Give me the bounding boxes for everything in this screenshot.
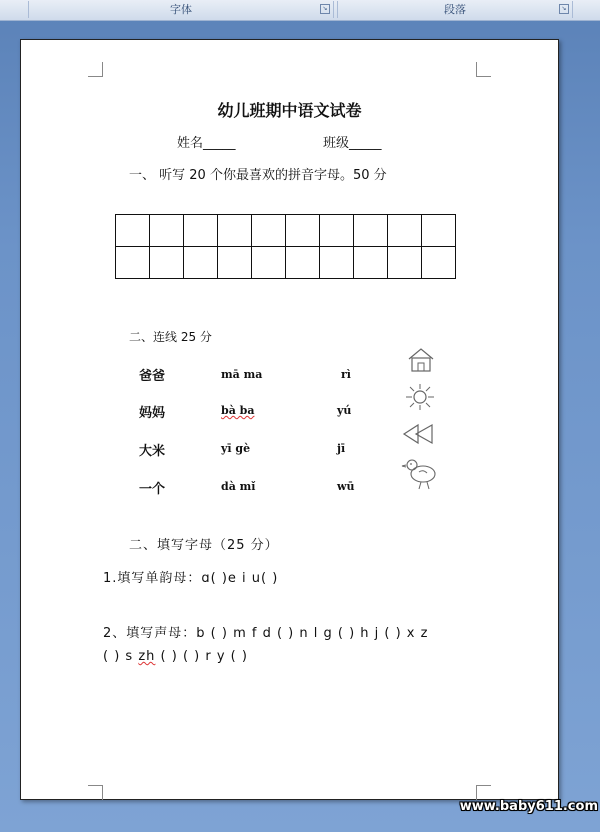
grid-cell <box>184 215 218 247</box>
pinyin-word: yī gè <box>221 442 251 455</box>
site-watermark: www.baby611.com <box>459 799 598 814</box>
grid-cell <box>422 215 456 247</box>
grid-cell <box>388 215 422 247</box>
grid-cell <box>184 247 218 279</box>
pinyin-word: bà ba <box>221 404 255 417</box>
hanzi-word: 爸爸 <box>139 369 166 384</box>
sun-icon <box>403 382 437 412</box>
section-dictation-heading: 一、 听写 20 个你最喜欢的拼音字母。50 分 <box>129 168 387 183</box>
question-initials-line2-a: ( ) s <box>103 649 139 664</box>
class-field: 班级_____ <box>323 136 382 151</box>
section-matching-heading: 二、连线 25 分 <box>129 330 212 344</box>
document-page[interactable] <box>20 39 559 800</box>
question-vowels: 1.填写单韵母：ɑ( )e i u( ) <box>103 571 279 586</box>
name-field: 姓名_____ <box>177 136 236 151</box>
ribbon-group-paragraph-label: 段落 <box>444 3 466 16</box>
grid-cell <box>150 215 184 247</box>
grid-cell <box>286 215 320 247</box>
grid-cell <box>422 247 456 279</box>
question-initials-zh: zh <box>138 649 156 664</box>
grid-cell <box>320 247 354 279</box>
pinyin-syllable: wū <box>337 480 355 493</box>
question-initials-line2 <box>103 649 248 664</box>
hanzi-word: 大米 <box>139 444 166 459</box>
dictation-grid <box>115 214 456 279</box>
hanzi-word: 妈妈 <box>139 406 166 421</box>
house-icon <box>406 346 436 374</box>
document-title: 幼儿班期中语文试卷 <box>217 101 362 120</box>
grid-cell <box>320 215 354 247</box>
grid-cell <box>150 247 184 279</box>
question-initials-line1: 2、填写声母：b ( ) m f d ( ) n l g ( ) h j ( ) x z <box>103 626 429 641</box>
chick-icon <box>401 456 441 492</box>
question-initials-line2-b: ( ) ( ) r y ( ) <box>155 649 248 664</box>
section-fill-heading: 二、填写字母（25 分） <box>129 538 279 553</box>
pinyin-syllable: rì <box>341 368 351 381</box>
pinyin-word: dà mǐ <box>221 480 256 493</box>
margin-corner-mark <box>88 785 103 800</box>
hanzi-word: 一个 <box>139 482 166 497</box>
grid-cell <box>218 215 252 247</box>
dialog-launcher-icon[interactable]: ↘ <box>320 4 330 14</box>
grid-cell <box>252 247 286 279</box>
grid-cell <box>388 247 422 279</box>
pinyin-syllable: jī <box>337 442 346 455</box>
grid-cell <box>252 215 286 247</box>
grid-cell <box>218 247 252 279</box>
grid-cell <box>354 247 388 279</box>
grid-cell <box>286 247 320 279</box>
ribbon-group-paragraph[interactable] <box>337 1 573 18</box>
fish-icon <box>402 422 436 446</box>
ribbon-group-font[interactable] <box>28 1 334 18</box>
pinyin-syllable: yú <box>337 404 352 417</box>
ribbon-group-font-label: 字体 <box>170 3 192 16</box>
margin-corner-mark <box>476 62 491 77</box>
dialog-launcher-icon[interactable]: ↘ <box>559 4 569 14</box>
ribbon-bar <box>0 0 600 21</box>
grid-cell <box>116 215 150 247</box>
pinyin-word: mā ma <box>221 368 263 381</box>
grid-cell <box>116 247 150 279</box>
grid-cell <box>354 215 388 247</box>
margin-corner-mark <box>88 62 103 77</box>
